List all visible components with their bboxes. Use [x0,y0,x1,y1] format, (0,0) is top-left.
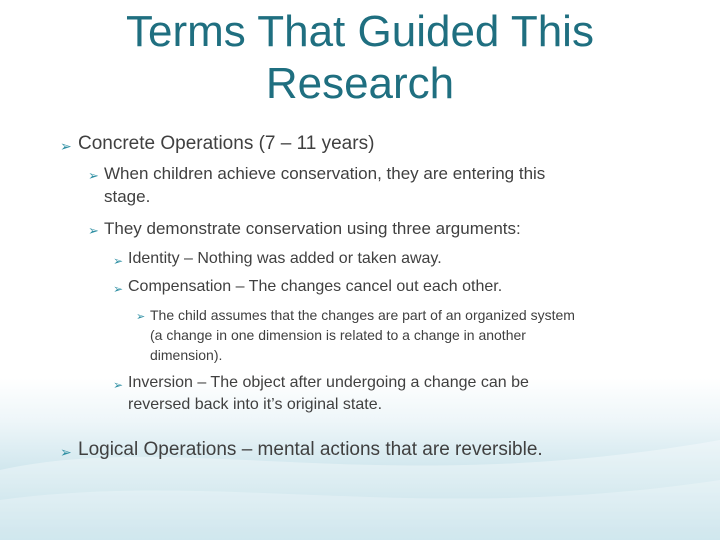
slide-title-line2: Research [265,59,455,108]
slide-title [40,6,680,110]
bullet-concrete-operations [60,132,375,156]
bullet-text-line2: (a change in one dimension is related to a change in another [150,327,526,343]
arrow-bullet-icon: ➢ [113,282,124,296]
arrow-bullet-icon: ➢ [113,378,124,392]
bullet-text-line1: When children achieve conservation, they are entering this [104,164,546,183]
arrow-bullet-icon: ➢ [60,444,72,460]
arrow-bullet-icon: ➢ [113,254,124,268]
bullet-text: Identity – Nothing was added or taken away. [128,250,442,267]
bullet-text: They demonstrate conservation using three arguments: [104,219,521,238]
bullet-organized-system [136,305,575,365]
bullet-text-line1: The child assumes that the changes are part of an organized system [150,307,575,323]
bullet-three-arguments [88,217,521,240]
bullet-text-line1: Inversion – The object after undergoing a change can be [128,374,529,391]
bullet-text-line3: dimension). [150,347,223,363]
bullet-text-line2: reversed back into it’s original state. [128,396,383,413]
bullet-logical-operations [60,438,543,462]
arrow-bullet-icon: ➢ [88,168,99,183]
arrow-bullet-icon: ➢ [88,223,99,238]
bullet-inversion [113,372,529,416]
bullet-text: Compensation – The changes cancel out each other. [128,278,503,295]
arrow-bullet-icon: ➢ [136,311,146,323]
bullet-text: Logical Operations – mental actions that are reversible. [78,439,543,460]
bullet-text-line2: stage. [104,187,151,206]
bullet-achieve-conservation [88,162,546,208]
bullet-compensation [113,276,503,298]
bullet-text: Concrete Operations (7 – 11 years) [78,133,375,154]
slide-title-line1: Terms That Guided This [126,7,594,56]
bullet-identity [113,248,442,270]
arrow-bullet-icon: ➢ [60,138,72,154]
